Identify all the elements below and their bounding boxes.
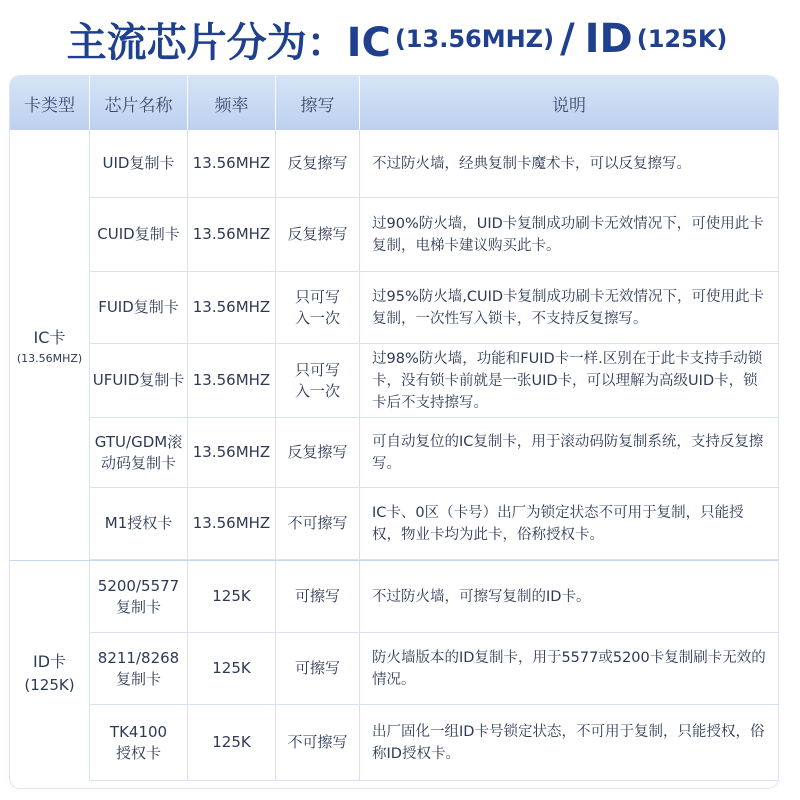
chip-name-cell: 5200/5577复制卡 (90, 561, 188, 633)
table-row (90, 705, 778, 781)
frequency-cell: 13.56MHZ (188, 488, 276, 560)
table-row (90, 344, 778, 418)
rewrite-cell: 只可写入一次 (276, 272, 360, 344)
type-cell-id (10, 561, 90, 781)
frequency-cell: 13.56MHZ (188, 344, 276, 418)
rewrite-cell: 反复擦写 (276, 418, 360, 488)
page-title (0, 0, 800, 78)
chip-comparison-table (10, 76, 778, 788)
type-label: IC卡 (33, 328, 66, 347)
description-cell: 不过防火墙，经典复制卡魔术卡，可以反复擦写。 (360, 130, 778, 198)
frequency-cell: 13.56MHZ (188, 272, 276, 344)
frequency-cell: 13.56MHZ (188, 130, 276, 198)
chip-name-cell: M1授权卡 (90, 488, 188, 560)
type-label: ID卡 (32, 651, 67, 671)
chip-name-cell: CUID复制卡 (90, 198, 188, 272)
rewrite-cell: 可擦写 (276, 561, 360, 633)
rewrite-cell: 只可写入一次 (276, 344, 360, 418)
id-card-group (10, 561, 778, 781)
title-id-frequency: (125K) (636, 25, 728, 53)
header-chip-name: 芯片名称 (90, 76, 188, 130)
description-cell: IC卡、0区（卡号）出厂为锁定状态不可用于复制，只能授权，物业卡均为此卡，俗称授权卡。 (360, 488, 778, 560)
table-row (90, 130, 778, 198)
chip-name-cell: TK4100授权卡 (90, 705, 188, 781)
description-cell: 防火墙版本的ID复制卡，用于5577或5200卡复制刷卡无效的情况。 (360, 633, 778, 705)
description-cell: 可自动复位的IC复制卡，用于滚动码防复制系统，支持反复擦写。 (360, 418, 778, 488)
description-cell: 不过防火墙，可擦写复制的ID卡。 (360, 561, 778, 633)
table-row (90, 198, 778, 272)
title-ic-frequency: (13.56MHZ) (394, 25, 555, 53)
frequency-cell: 125K (188, 561, 276, 633)
header-rewrite: 擦写 (276, 76, 360, 130)
type-sub-label: (125K) (24, 675, 75, 694)
header-description: 说明 (552, 95, 586, 116)
frequency-cell: 13.56MHZ (188, 418, 276, 488)
table-row (90, 418, 778, 488)
table-row (90, 561, 778, 633)
header-frequency: 频率 (188, 76, 276, 130)
rewrite-cell: 不可擦写 (276, 705, 360, 781)
rewrite-cell: 反复擦写 (276, 198, 360, 272)
chip-name-cell: FUID复制卡 (90, 272, 188, 344)
description-cell: 过95%防火墙,CUID卡复制成功刷卡无效情况下，可使用此卡复制，一次性写入锁卡，不支持反复擦写。 (360, 272, 778, 344)
table-row (90, 633, 778, 705)
chip-name-cell: GTU/GDM滚动码复制卡 (90, 418, 188, 488)
type-cell-ic (10, 130, 90, 560)
type-sub-label: (13.56MHZ) (16, 352, 83, 365)
table-row (90, 272, 778, 344)
description-cell: 过98%防火墙，功能和FUID卡一样.区别在于此卡支持手动锁卡，没有锁卡前就是一张UID卡，可以理解为高级UID卡，锁卡后不支持擦写。 (360, 344, 778, 418)
description-cell: 过90%防火墙，UID卡复制成功刷卡无效情况下，可使用此卡复制，电梯卡建议购买此卡。 (360, 198, 778, 272)
title-slash: / (560, 16, 575, 62)
header-card-type: 卡类型 (10, 76, 90, 130)
table-row (90, 488, 778, 560)
frequency-cell: 125K (188, 633, 276, 705)
frequency-cell: 13.56MHZ (188, 198, 276, 272)
chip-name-cell: 8211/8268复制卡 (90, 633, 188, 705)
ic-card-group (10, 130, 778, 560)
frequency-cell: 125K (188, 705, 276, 781)
table-header (10, 76, 778, 130)
rewrite-cell: 可擦写 (276, 633, 360, 705)
title-id: ID (584, 16, 633, 62)
chip-name-cell: UFUID复制卡 (90, 344, 188, 418)
rewrite-cell: 反复擦写 (276, 130, 360, 198)
description-cell: 出厂固化一组ID卡号锁定状态，不可用于复制，只能授权，俗称ID授权卡。 (360, 705, 778, 781)
title-main: 主流芯片分为：IC (66, 19, 391, 66)
rewrite-cell: 不可擦写 (276, 488, 360, 560)
chip-name-cell: UID复制卡 (90, 130, 188, 198)
